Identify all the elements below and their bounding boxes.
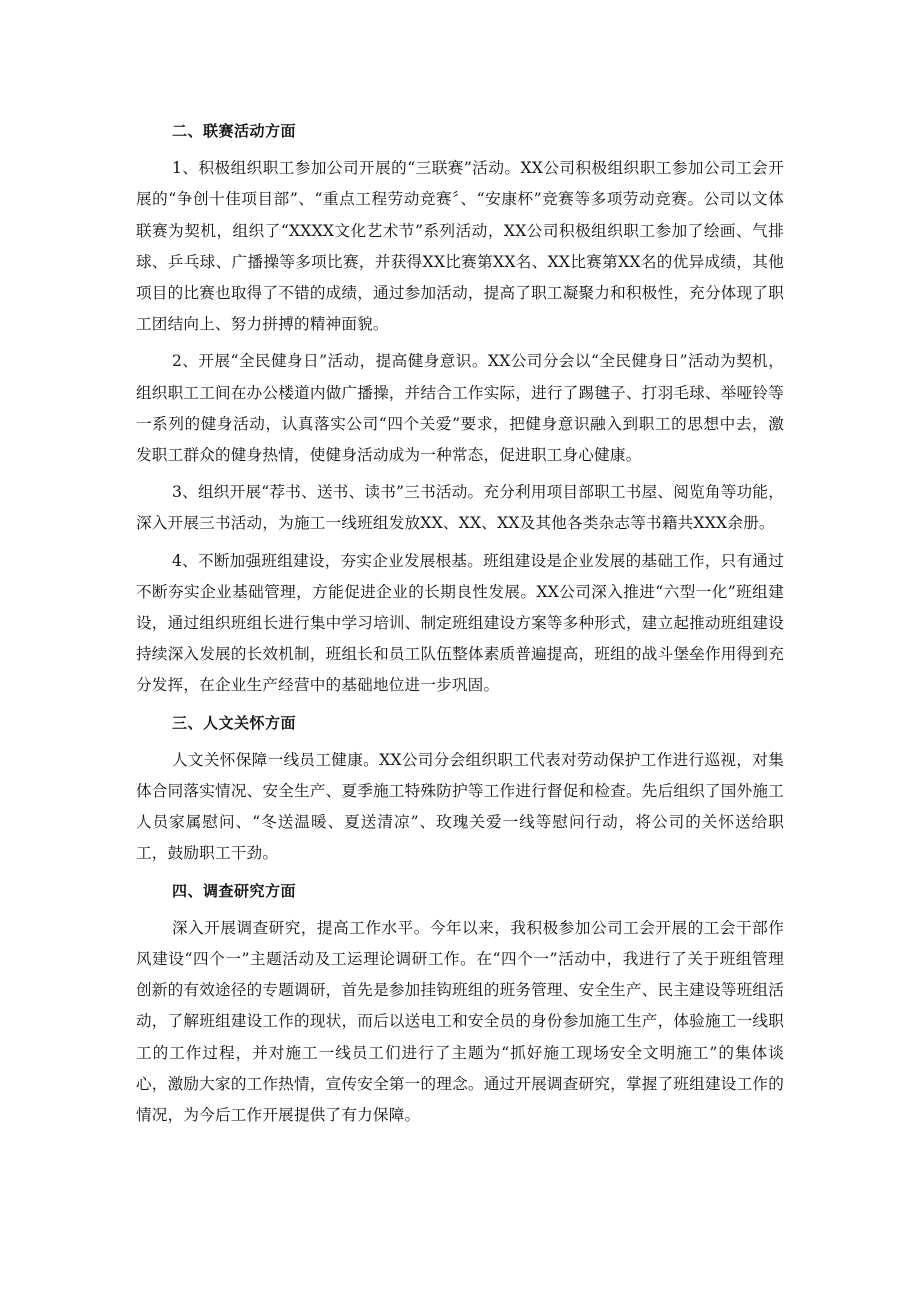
section-heading-research: 四、调查研究方面 [172, 881, 297, 900]
paragraph-league-1: 1、积极组织职工参加公司开展的“三联赛”活动。XX公司积极组织职工参加公司工会开展的“争创十佳项目部”、“重点工程劳动竞赛〞、“安康杯”竞赛等多项劳动竞赛。公司以文体联赛为契机，组织了“XXXX文化艺术节”系列活动，XX公司积极组织职工参加了绘画、气排球、乒乓球、广播操等多项比赛，并获得XX比赛第XX名、XX比赛第XX名的优异成绩，其他项目的比赛也取得了不错的成绩，通过参加活动，提高了职工凝聚力和积极性，充分体现了职工团结向上、努力拼搏的精神面貌。 [136, 159, 784, 334]
paragraph-research-1: 深入开展调查研究，提高工作水平。今年以来，我积极参加公司工会开展的工会干部作风建设“四个一”主题活动及工运理论调研工作。在“四个一”活动中，我进行了关于班组管理创新的有效途径的专题调研，首先是参加挂钩班组的班务管理、安全生产、民主建设等班组活动，了解班组建设工作的现状，而后以送电工和安全员的身份参加施工生产，体验施工一线职工的工作过程，并对施工一线员工们进行了主题为“抓好施工现场安全文明施工”的集体谈心，激励大家的工作热情，宣传安全第一的理念。通过开展调查研究，掌握了班组建设工作的情况，为今后工作开展提供了有力保障。 [136, 918, 784, 1125]
paragraph-league-2: 2、开展“全民健身日”活动，提高健身意识。XX公司分会以“全民健身日”活动为契机，组织职工工间在办公楼道内做广播操，并结合工作实际，进行了踢毽子、打羽毛球、举哑铃等一系列的健身活动，认真落实公司“四个关爱”要求，把健身意识融入到职工的思想中去，激发职工群众的健身热情，使健身活动成为一种常态，促进职工身心健康。 [136, 352, 784, 465]
section-heading-league: 二、联赛活动方面 [172, 122, 297, 140]
document-page [136, 116, 784, 1131]
paragraph-care-1: 人文关怀保障一线员工健康。XX公司分会组织职工代表对劳动保护工作进行巡视，对集体合同落实情况、安全生产、夏季施工特殊防护等工作进行督促和检查。先后组织了国外施工人员家属慰问、“冬送温暖、夏送清凉”、玫瑰关爱一线等慰问行动，将公司的关怀送给职工，鼓励职工干劲。 [136, 750, 784, 863]
section-heading-care: 三、人文关怀方面 [172, 713, 297, 732]
paragraph-league-3: 3、组织开展“荐书、送书、读书”三书活动。充分利用项目部职工书屋、阅览角等功能，深入开展三书活动，为施工一线班组发放XX、XX、XX及其他各类杂志等书籍共XXX余册。 [136, 483, 784, 533]
paragraph-league-4: 4、不断加强班组建设，夯实企业发展根基。班组建设是企业发展的基础工作，只有通过不断夯实企业基础管理，方能促进企业的长期良性发展。XX公司深入推进“六型一化”班组建设，通过组织班组长进行集中学习培训、制定班组建设方案等多种形式，建立起推动班组建设持续深入发展的长效机制，班组长和员工队伍整体素质普遍提高，班组的战斗堡垒作用得到充分发挥，在企业生产经营中的基础地位进一步巩固。 [136, 551, 784, 695]
